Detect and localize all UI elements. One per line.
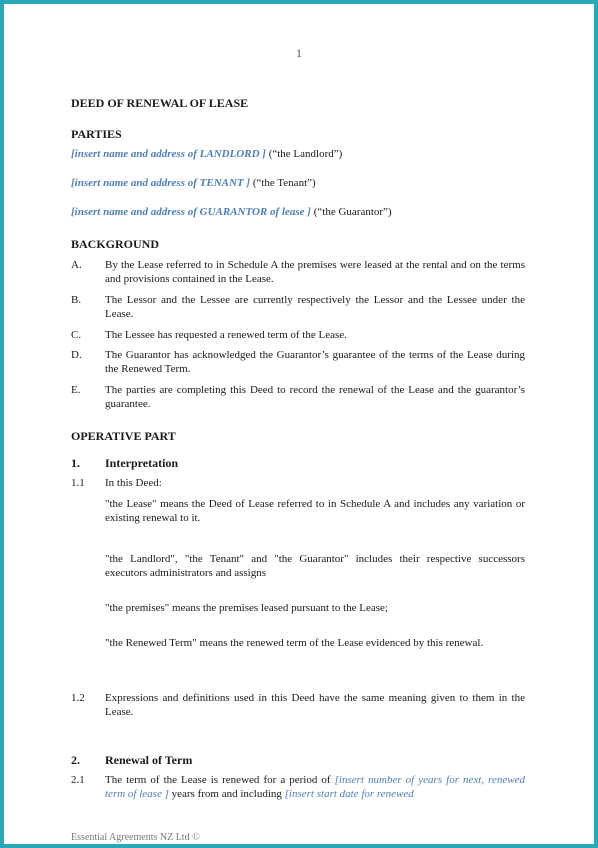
party-tenant	[71, 176, 316, 190]
section-2-number: 2.	[71, 753, 80, 767]
recital-a-text: By the Lease referred to in Schedule A the premises were leased at the rental and on the terms and provisions contained in the Lease.	[105, 259, 525, 285]
definition-premises: "the premises" means the premises leased pursuant to the Lease;	[105, 602, 388, 614]
clause-2-1-text-b: years from and including	[171, 788, 282, 800]
definition-parties: "the Landlord", "the Tenant" and "the Guarantor" includes their respective successors executors administrators and assigns	[105, 553, 525, 579]
section-1-number: 1.	[71, 456, 80, 470]
recital-b-text: The Lessor and the Lessee are currently respectively the Lessor and the Lessee under the Lease.	[105, 294, 525, 320]
definition-renewed-term: "the Renewed Term" means the renewed term of the Lease evidenced by this renewal.	[105, 637, 484, 649]
recital-c-text: The Lessee has requested a renewed term of the Lease.	[105, 329, 347, 341]
landlord-label: (“the Landlord”)	[268, 148, 343, 160]
landlord-placeholder[interactable]: [insert name and address of LANDLORD ]	[71, 148, 266, 160]
recital-a-letter: A.	[71, 259, 82, 271]
start-date-placeholder[interactable]: [insert start date for renewed	[284, 788, 414, 800]
recital-c-letter: C.	[71, 329, 82, 341]
footer-copyright: Essential Agreements NZ Ltd ©	[71, 832, 200, 843]
document-page	[4, 4, 594, 844]
clause-1-2-text: Expressions and definitions used in this Deed have the same meaning given to them in the Lease.	[105, 692, 525, 718]
party-guarantor	[71, 205, 392, 219]
page-number: 1	[296, 46, 302, 60]
clause-2-1-text-a: The term of the Lease is renewed for a period of	[105, 774, 331, 786]
clause-1-1-text: In this Deed:	[105, 477, 162, 489]
clause-2-1-text	[105, 773, 525, 801]
section-2-title: Renewal of Term	[105, 753, 193, 767]
party-landlord	[71, 147, 342, 161]
parties-heading: PARTIES	[71, 127, 122, 141]
recital-e-letter: E.	[71, 384, 81, 396]
operative-heading: OPERATIVE PART	[71, 429, 176, 443]
tenant-placeholder[interactable]: [insert name and address of TENANT ]	[71, 177, 251, 189]
clause-2-1-number: 2.1	[71, 774, 85, 786]
tenant-label: (“the Tenant”)	[252, 177, 316, 189]
recital-d-text: The Guarantor has acknowledged the Guarantor’s guarantee of the terms of the Lease during the Renewed Term.	[105, 349, 525, 375]
definition-lease: "the Lease" means the Deed of Lease referred to in Schedule A and includes any variation or existing renewal to it.	[105, 498, 525, 524]
document-title: DEED OF RENEWAL OF LEASE	[71, 96, 249, 110]
guarantor-placeholder[interactable]: [insert name and address of GUARANTOR of lease ]	[71, 206, 311, 218]
clause-1-1-number: 1.1	[71, 477, 85, 489]
guarantor-label: (“the Guarantor”)	[313, 206, 392, 218]
recital-b-letter: B.	[71, 294, 82, 306]
recital-d-letter: D.	[71, 349, 82, 361]
section-1-title: Interpretation	[105, 456, 179, 470]
background-heading: BACKGROUND	[71, 237, 160, 251]
clause-1-2-number: 1.2	[71, 692, 85, 704]
recital-e-text: The parties are completing this Deed to record the renewal of the Lease and the guarantor’s guarantee.	[105, 384, 525, 410]
renewal-years-placeholder[interactable]: [insert number of years for next, renewed term of lease ]	[105, 774, 526, 800]
